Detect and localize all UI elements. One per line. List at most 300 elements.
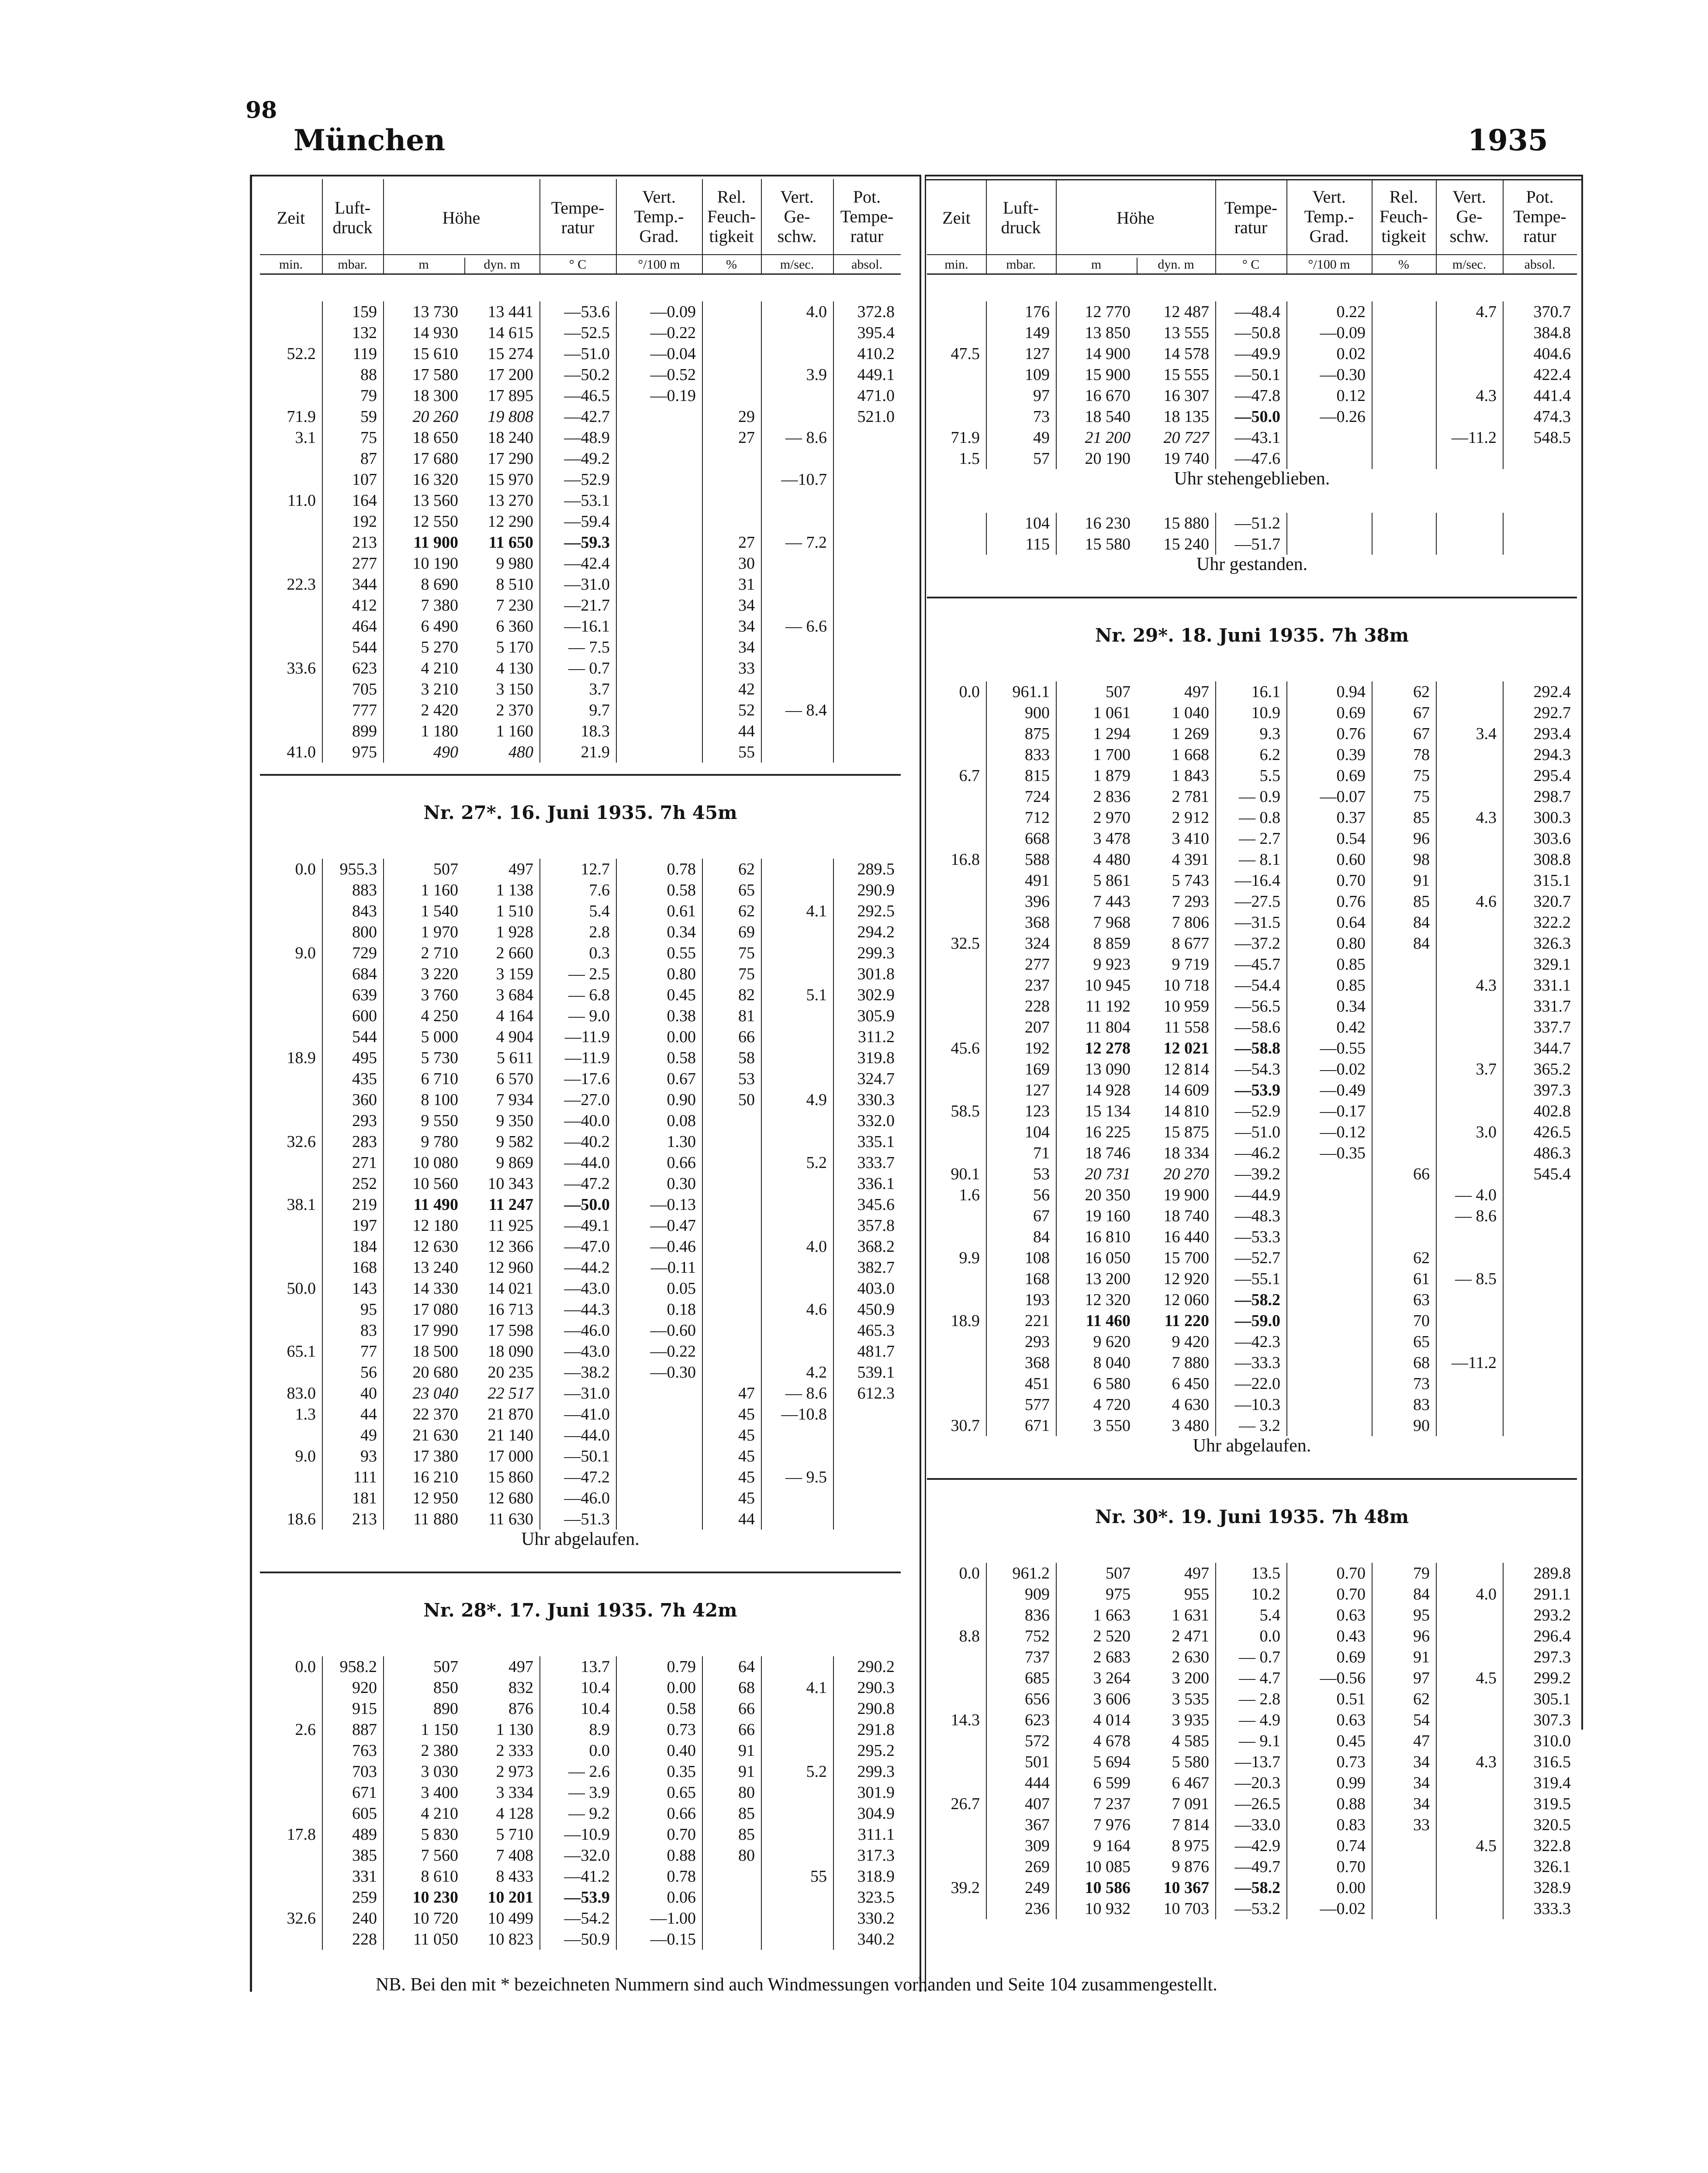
left-cell-r6-c4: — 3.9 [568,1783,610,1802]
left-cell-r0-c7: 4.0 [806,303,827,321]
right-cell-r13-c7: 4.5 [1476,1837,1497,1855]
right-head-sep-8 [1503,179,1504,273]
right-cell-r6-c1: 49 [1033,428,1050,447]
left-cell-r17-c4: —49.1 [564,1216,610,1235]
right-cell-r24-c7: — 4.0 [1455,1186,1497,1204]
left-cell-r19-c1: 168 [352,1258,377,1277]
left-cell-r7-c4: — 9.0 [568,1007,610,1025]
right-cell-r8-c3: 4 585 [1172,1732,1209,1750]
right-cell-r9-c2: 5 861 [1093,871,1131,890]
right-cell-r1-c2: 1 061 [1093,704,1131,722]
right-cell-r8-c6: 98 [1413,850,1430,869]
right-cell-r0-c2: 12 770 [1085,303,1131,321]
left-cell-r11-c2: 8 100 [421,1091,458,1109]
right-cell-r0-c4: 16.1 [1251,683,1280,701]
right-cell-r0-c3: 12 487 [1163,303,1209,321]
left-cell-r24-c3: 20 235 [488,1363,533,1382]
left-cell-r0-c8: 372.8 [857,303,895,321]
right-unit-luft: mbar. [1006,257,1036,272]
right-cell-r18-c3: 12 814 [1163,1060,1209,1078]
right-cell-r32-c7: —11.2 [1451,1354,1497,1372]
left-head-vg1: Vert. [780,187,814,207]
frame-top-left [250,175,920,176]
left-cell-r3-c1: 887 [352,1720,377,1739]
left-cell-r5-c2: 3 030 [421,1762,458,1781]
left-cell-r8-c5: 0.00 [667,1028,696,1046]
left-cell-r19-c3: 2 370 [496,701,533,719]
left-cell-r2-c2: 890 [433,1700,458,1718]
left-cell-r10-c2: 12 550 [412,512,458,531]
left-cell-r11-c7: — 7.2 [785,533,827,552]
right-cell-r0-c1: 961.1 [1012,683,1050,701]
right-cell-r5-c8: 299.2 [1533,1669,1571,1687]
left-cell-r14-c4: —21.7 [564,596,610,615]
left-cell-r15-c2: 10 560 [412,1175,458,1193]
left-cell-r28-c0: 9.0 [295,1447,316,1465]
right-cell-r4-c5: 0.69 [1336,767,1366,785]
right-section-title-2: Nr. 29*. 18. Juni 1935. 7h 38m [1095,625,1409,646]
left-cell-r22-c4: —46.0 [564,1321,610,1340]
left-cell-r30-c1: 181 [352,1489,377,1507]
left-cell-r8-c2: 5 830 [421,1825,458,1844]
left-cell-r11-c5: 0.06 [667,1888,696,1907]
left-cell-r16-c3: 11 247 [488,1195,533,1214]
left-unit-zeit: min. [279,257,303,272]
right-cell-r13-c8: 322.8 [1533,1837,1571,1855]
left-cell-r5-c2: 20 260 [412,408,458,426]
right-cell-r0-c1: 176 [1025,303,1050,321]
left-cell-r11-c6: 27 [738,533,755,552]
left-cell-r23-c0: 65.1 [287,1342,316,1361]
left-cell-r23-c4: —43.0 [564,1342,610,1361]
left-cell-r11-c8: 330.3 [857,1091,895,1109]
right-cell-r14-c4: —49.7 [1234,1858,1280,1876]
left-cell-r1-c4: 10.4 [581,1679,610,1697]
right-head-hoehe: Höhe [1117,208,1155,228]
left-cell-r24-c2: 20 680 [412,1363,458,1382]
left-col-sep-0-1 [322,301,323,763]
right-cell-r4-c5: 0.12 [1336,387,1366,405]
right-cell-r30-c6: 70 [1413,1312,1430,1330]
left-cell-r5-c5: 0.35 [667,1762,696,1781]
left-cell-r3-c8: 291.8 [857,1720,895,1739]
right-cell-r26-c3: 16 440 [1163,1228,1209,1246]
left-cell-r11-c3: 11 650 [488,533,533,552]
left-cell-r27-c4: —44.0 [564,1426,610,1444]
right-cell-r14-c2: 10 945 [1085,976,1131,995]
right-cell-r5-c5: —0.26 [1320,408,1366,426]
right-cell-r0-c3: 497 [1184,683,1209,701]
right-cell-r31-c2: 9 620 [1093,1333,1131,1351]
left-cell-r29-c1: 111 [353,1468,377,1486]
right-cell-r11-c3: 7 806 [1172,913,1209,932]
right-cell-r1-c5: 0.70 [1336,1585,1366,1603]
left-cell-r8-c5: 0.70 [667,1825,696,1844]
right-cell-r18-c5: —0.02 [1320,1060,1366,1078]
left-cell-r20-c2: 14 330 [412,1279,458,1298]
left-cell-r7-c2: 4 210 [421,1804,458,1823]
left-cell-r0-c8: 290.2 [857,1658,895,1676]
right-cell-r11-c8: 322.2 [1533,913,1571,932]
left-cell-r9-c3: 13 270 [488,491,533,510]
right-cell-r8-c8: 310.0 [1533,1732,1571,1750]
left-cell-r3-c0: 2.6 [295,1720,316,1739]
left-cell-r9-c2: 5 730 [421,1049,458,1067]
right-cell-r19-c3: 14 609 [1163,1081,1209,1099]
right-cell-r27-c1: 108 [1025,1249,1050,1267]
right-cell-r7-c6: 54 [1413,1711,1430,1729]
left-cell-r18-c2: 12 630 [412,1237,458,1256]
left-cell-r16-c2: 5 270 [421,638,458,656]
left-cell-r1-c4: —52.5 [564,324,610,342]
right-cell-r13-c2: 9 164 [1093,1837,1131,1855]
right-cell-r2-c0: 47.5 [951,345,980,363]
left-cell-r6-c7: — 8.6 [785,428,827,447]
left-cell-r6-c7: 5.1 [806,986,827,1004]
left-cell-r0-c3: 13 441 [488,303,533,321]
left-cell-r20-c4: 18.3 [581,722,610,740]
right-cell-r2-c8: 293.4 [1533,725,1571,743]
right-cell-r19-c5: —0.49 [1320,1081,1366,1099]
right-cell-r4-c6: 75 [1413,767,1430,785]
left-cell-r16-c4: —50.0 [564,1195,610,1214]
right-col-sep-0-8 [1503,301,1504,469]
right-head-vg2: Ge- [1456,207,1483,226]
right-cell-r8-c8: 308.8 [1533,850,1571,869]
right-cell-r35-c1: 671 [1025,1416,1050,1435]
right-cell-r4-c3: 2 630 [1172,1648,1209,1666]
right-cell-r2-c4: —49.9 [1234,345,1280,363]
right-col-sep-1-4 [1215,513,1216,555]
left-cell-r2-c3: 876 [508,1700,533,1718]
left-cell-r26-c2: 22 370 [412,1405,458,1423]
right-cell-r31-c6: 65 [1413,1333,1430,1351]
frame-top-right [925,175,1583,176]
right-cell-r13-c5: 0.74 [1336,1837,1366,1855]
left-cell-r22-c2: 17 990 [412,1321,458,1340]
left-cell-r9-c4: —53.1 [564,491,610,510]
left-cell-r1-c1: 132 [352,324,377,342]
left-cell-r1-c2: 1 160 [421,881,458,899]
left-cell-r13-c0: 22.3 [287,575,316,594]
right-cell-r25-c4: —48.3 [1234,1207,1280,1225]
left-cell-r1-c1: 883 [352,881,377,899]
left-cell-r11-c1: 259 [352,1888,377,1907]
right-cell-r12-c6: 33 [1413,1816,1430,1834]
left-cell-r20-c6: 44 [738,722,755,740]
left-col-sep-1-8 [833,859,834,1530]
left-cell-r16-c5: —0.13 [650,1195,696,1214]
right-cell-r14-c3: 9 876 [1172,1858,1209,1876]
right-cell-r3-c5: 0.43 [1336,1627,1366,1645]
left-cell-r1-c3: 1 138 [496,881,533,899]
right-cell-r12-c4: —37.2 [1234,934,1280,953]
left-cell-r13-c5: —0.15 [650,1930,696,1948]
right-cell-r15-c5: 0.34 [1336,997,1366,1016]
left-section-rule-2 [260,1572,901,1573]
right-cell-r15-c8: 331.7 [1533,997,1571,1016]
right-cell-r11-c2: 7 237 [1093,1795,1131,1813]
left-cell-r22-c5: —0.60 [650,1321,696,1340]
left-cell-r7-c2: 4 250 [421,1007,458,1025]
left-cell-r15-c4: —47.2 [564,1175,610,1193]
right-cell-r15-c3: 10 959 [1163,997,1209,1016]
left-cell-r3-c2: 17 580 [412,366,458,384]
right-cell-r30-c1: 221 [1025,1312,1050,1330]
left-cell-r19-c7: — 8.4 [785,701,827,719]
left-cell-r8-c7: —10.7 [781,470,827,489]
left-cell-r8-c6: 85 [738,1825,755,1844]
left-cell-r10-c5: 0.78 [667,1867,696,1886]
right-cell-r3-c2: 2 520 [1093,1627,1131,1645]
left-cell-r10-c3: 12 290 [488,512,533,531]
right-cell-r9-c4: —16.4 [1234,871,1280,890]
right-col-sep-1-2 [1056,513,1057,555]
left-cell-r9-c1: 164 [352,491,377,510]
right-cell-r1-c2: 975 [1106,1585,1131,1603]
left-cell-r10-c3: 6 570 [496,1070,533,1088]
left-cell-r11-c4: —59.3 [564,533,610,552]
left-unit-dyn: dyn. m [484,257,520,272]
left-cell-r7-c6: 85 [738,1804,755,1823]
left-cell-r7-c4: —49.2 [564,449,610,468]
left-cell-r13-c6: 31 [738,575,755,594]
left-head-sep-8 [833,179,834,273]
left-cell-r6-c8: 302.9 [857,986,895,1004]
right-cell-r3-c5: —0.30 [1320,366,1366,384]
left-cell-r25-c6: 47 [738,1384,755,1403]
right-cell-r20-c0: 58.5 [951,1102,980,1120]
right-cell-r1-c3: 15 240 [1163,535,1209,553]
right-cell-r16-c8: 337.7 [1533,1018,1571,1036]
left-cell-r3-c7: 3.9 [806,366,827,384]
left-cell-r4-c5: —0.19 [650,387,696,405]
right-cell-r11-c1: 407 [1025,1795,1050,1813]
left-cell-r13-c4: —50.9 [564,1930,610,1948]
right-cell-r33-c6: 73 [1413,1375,1430,1393]
right-cell-r4-c4: — 0.7 [1239,1648,1280,1666]
left-cell-r30-c4: —46.0 [564,1489,610,1507]
left-cell-r11-c3: 7 934 [496,1091,533,1109]
right-cell-r0-c8: 289.8 [1533,1564,1571,1582]
left-cell-r9-c2: 7 560 [421,1846,458,1865]
left-cell-r5-c4: —42.7 [564,408,610,426]
right-cell-r10-c4: —20.3 [1234,1774,1280,1792]
right-cell-r5-c4: —50.0 [1234,408,1280,426]
right-cell-r6-c4: — 2.8 [1239,1690,1280,1708]
right-cell-r27-c2: 16 050 [1085,1249,1131,1267]
left-cell-r17-c2: 12 180 [412,1216,458,1235]
left-cell-r9-c5: 0.58 [667,1049,696,1067]
right-cell-r5-c5: —0.56 [1320,1669,1366,1687]
right-cell-r23-c3: 20 270 [1163,1165,1209,1183]
left-cell-r27-c1: 49 [360,1426,377,1444]
left-cell-r4-c8: 299.3 [857,944,895,962]
right-col-sep-0-7 [1436,301,1437,469]
right-cell-r15-c8: 328.9 [1533,1879,1571,1897]
left-cell-r24-c8: 539.1 [857,1363,895,1382]
left-cell-r21-c4: 21.9 [581,743,610,761]
right-cell-r11-c5: 0.64 [1336,913,1366,932]
right-cell-r2-c3: 1 631 [1172,1606,1209,1624]
left-cell-r6-c6: 80 [738,1783,755,1802]
right-cell-r28-c1: 168 [1025,1270,1050,1288]
left-cell-r4-c2: 18 300 [412,387,458,405]
right-cell-r7-c4: — 4.9 [1239,1711,1280,1729]
left-cell-r9-c6: 58 [738,1049,755,1067]
left-cell-r2-c2: 1 540 [421,902,458,920]
left-cell-r7-c1: 600 [352,1007,377,1025]
right-cell-r11-c5: 0.88 [1336,1795,1366,1813]
right-cell-r11-c4: —26.5 [1234,1795,1280,1813]
left-head-temp1: Tempe- [551,198,605,218]
right-col-sep-2-4 [1215,681,1216,1436]
left-cell-r23-c2: 18 500 [412,1342,458,1361]
left-cell-r6-c8: 301.9 [857,1783,895,1802]
left-cell-r4-c1: 79 [360,387,377,405]
right-unit-temp: ° C [1242,257,1260,272]
right-unit-rel: % [1398,257,1409,272]
right-cell-r17-c5: —0.55 [1320,1039,1366,1057]
right-col-sep-1-5 [1286,513,1287,555]
left-cell-r0-c1: 955.3 [339,860,377,878]
left-cell-r6-c1: 75 [360,428,377,447]
right-head-sep-4 [1215,179,1216,273]
right-head-vg3: schw. [1449,226,1489,246]
right-cell-r10-c5: 0.99 [1336,1774,1366,1792]
left-cell-r20-c1: 899 [352,722,377,740]
left-cell-r6-c2: 3 400 [421,1783,458,1802]
right-cell-r9-c1: 501 [1025,1753,1050,1771]
left-cell-r12-c2: 10 720 [412,1909,458,1928]
left-head-vg2: Ge- [784,207,810,226]
left-cell-r9-c3: 5 611 [496,1049,533,1067]
left-cell-r18-c2: 3 210 [421,680,458,698]
right-cell-r3-c5: 0.39 [1336,746,1366,764]
right-cell-r7-c3: 19 740 [1163,449,1209,468]
right-cell-r12-c5: 0.80 [1336,934,1366,953]
left-unit-line-bottom [260,273,901,275]
left-cell-r5-c3: 19 808 [488,408,533,426]
left-cell-r0-c1: 159 [352,303,377,321]
right-col-sep-1-7 [1436,513,1437,555]
right-cell-r12-c3: 7 814 [1172,1816,1209,1834]
left-cell-r13-c3: 10 823 [488,1930,533,1948]
right-cell-r4-c5: 0.69 [1336,1648,1366,1666]
left-head-sep-2 [383,179,384,273]
left-cell-r16-c3: 5 170 [496,638,533,656]
left-cell-r13-c1: 283 [352,1133,377,1151]
left-cell-r5-c3: 2 973 [496,1762,533,1781]
right-cell-r22-c1: 71 [1033,1144,1050,1162]
left-cell-r10-c8: 318.9 [857,1867,895,1886]
right-cell-r18-c7: 3.7 [1476,1060,1497,1078]
left-cell-r22-c8: 465.3 [857,1321,895,1340]
right-cell-r35-c2: 3 550 [1093,1416,1131,1435]
right-cell-r6-c7: —11.2 [1451,428,1497,447]
left-unit-temp: ° C [569,257,587,272]
left-cell-r21-c5: 0.18 [667,1300,696,1319]
right-cell-r1-c3: 13 555 [1163,324,1209,342]
left-col-sep-1-5 [616,859,617,1530]
right-cell-r13-c1: 277 [1025,955,1050,974]
left-cell-r0-c6: 64 [738,1658,755,1676]
right-cell-r32-c4: —33.3 [1234,1354,1280,1372]
right-cell-r10-c1: 396 [1025,892,1050,911]
left-cell-r14-c1: 412 [352,596,377,615]
right-col-sep-3-8 [1503,1563,1504,1919]
left-cell-r10-c8: 324.7 [857,1070,895,1088]
right-head-rel2: Feuch- [1379,207,1428,226]
left-cell-r19-c2: 13 240 [412,1258,458,1277]
left-cell-r26-c0: 1.3 [295,1405,316,1423]
right-head-vert2: Temp.- [1304,207,1354,226]
left-cell-r8-c4: —52.9 [564,470,610,489]
right-cell-r33-c3: 6 450 [1172,1375,1209,1393]
right-cell-r14-c5: 0.70 [1336,1858,1366,1876]
right-cell-r30-c0: 18.9 [951,1312,980,1330]
right-cell-r19-c1: 127 [1025,1081,1050,1099]
right-section-title-3: Nr. 30*. 19. Juni 1935. 7h 48m [1095,1506,1409,1527]
right-cell-r23-c2: 20 731 [1085,1165,1131,1183]
left-head-sep-7 [761,179,762,273]
right-cell-r14-c2: 10 085 [1085,1858,1131,1876]
right-cell-r5-c4: — 4.7 [1239,1669,1280,1687]
right-cell-r17-c1: 192 [1025,1039,1050,1057]
left-cell-r20-c3: 1 160 [496,722,533,740]
left-cell-r10-c4: —59.4 [564,512,610,531]
left-cell-r4-c3: 2 660 [496,944,533,962]
left-cell-r5-c4: — 2.6 [568,1762,610,1781]
left-head-rel2: Feuch- [707,207,756,226]
right-head-zeit: Zeit [942,208,971,228]
frame-mid-a [920,175,921,1992]
left-head-luft2: druck [332,218,373,237]
left-col-sep-0-7 [761,301,762,763]
right-cell-r6-c8: 300.3 [1533,808,1571,827]
right-cell-r7-c1: 57 [1033,449,1050,468]
left-cell-r3-c1: 88 [360,366,377,384]
right-head-vert3: Grad. [1309,226,1349,246]
right-cell-r24-c0: 1.6 [959,1186,980,1204]
left-cell-r2-c5: 0.61 [667,902,696,920]
right-cell-r12-c5: 0.83 [1336,1816,1366,1834]
right-cell-r21-c3: 15 875 [1163,1123,1209,1141]
left-cell-r1-c2: 850 [433,1679,458,1697]
right-cell-r26-c1: 84 [1033,1228,1050,1246]
right-cell-r22-c8: 486.3 [1533,1144,1571,1162]
left-cell-r12-c4: —42.4 [564,554,610,573]
right-cell-r28-c6: 61 [1413,1270,1430,1288]
left-cell-r21-c4: —44.3 [564,1300,610,1319]
right-cell-r13-c2: 9 923 [1093,955,1131,974]
left-cell-r26-c1: 44 [360,1405,377,1423]
left-cell-r2-c8: 410.2 [857,345,895,363]
right-cell-r4-c8: 295.4 [1533,767,1571,785]
right-cell-r21-c2: 16 225 [1085,1123,1131,1141]
left-cell-r28-c4: —50.1 [564,1447,610,1465]
right-cell-r10-c7: 4.6 [1476,892,1497,911]
left-cell-r2-c2: 15 610 [412,345,458,363]
right-cell-r7-c4: —47.6 [1234,449,1280,468]
left-cell-r14-c8: 333.7 [857,1154,895,1172]
left-cell-r10-c1: 192 [352,512,377,531]
left-cell-r2-c6: 62 [738,902,755,920]
left-cell-r5-c1: 684 [352,965,377,983]
left-cell-r8-c6: 66 [738,1028,755,1046]
left-cell-r14-c6: 34 [738,596,755,615]
left-cell-r23-c3: 18 090 [488,1342,533,1361]
